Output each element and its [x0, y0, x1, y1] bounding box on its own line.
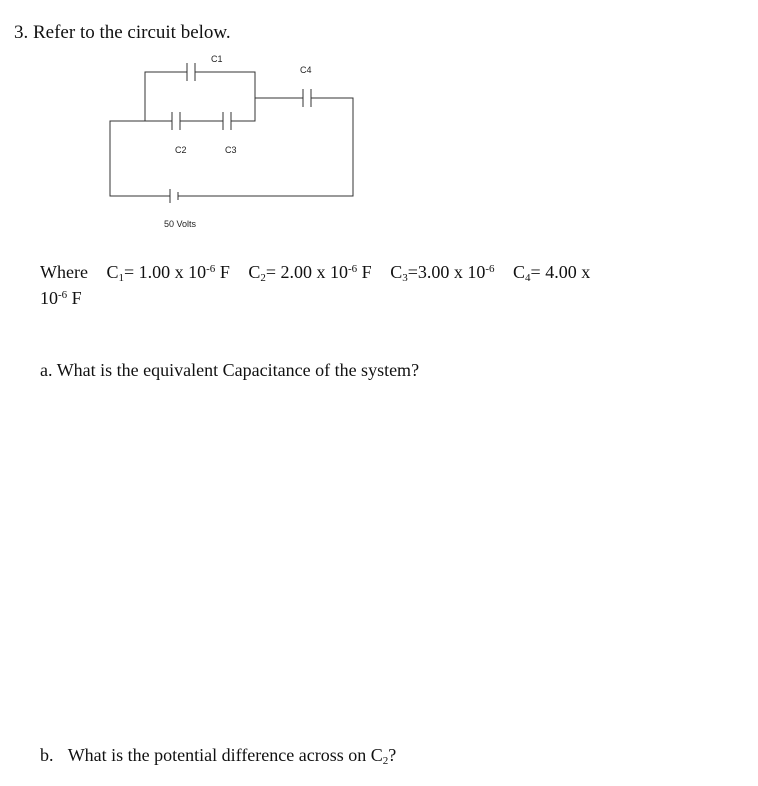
- label-c3: C3: [225, 145, 237, 155]
- part-a-text: What is the equivalent Capacitance of the system?: [56, 360, 420, 380]
- capacitor-c1-symbol: [187, 63, 195, 81]
- c2-value: $C_2= 2.00$ x $10^{-6}$ F: [248, 262, 372, 284]
- capacitor-c2-symbol: [172, 112, 180, 130]
- label-c4: C4: [300, 65, 312, 75]
- label-c2: C2: [175, 145, 187, 155]
- label-c1: C1: [211, 54, 223, 64]
- c4-value: $C_4= 4.00$ x: [513, 262, 591, 284]
- c1-right-wire: [195, 72, 255, 98]
- question-prompt: Refer to the circuit below.: [33, 22, 231, 43]
- given-values-line: [40, 262, 590, 284]
- c3-value: $C_3=3.00$ x $10^{-6}$: [390, 262, 495, 284]
- right-wire: [178, 98, 353, 196]
- junction-left: [145, 72, 187, 121]
- left-wire: [110, 121, 170, 196]
- c2-c3-branch-wire: [145, 98, 303, 121]
- capacitor-c4-symbol: [303, 89, 311, 107]
- c1-value: $C_1= 1.00$ x $10^{-6}$ F: [106, 262, 230, 284]
- part-a-label: a.: [40, 360, 53, 380]
- battery-symbol: [170, 189, 178, 203]
- question-number: 3.: [14, 22, 29, 43]
- where-word: Where: [40, 262, 88, 282]
- label-battery: 50 Volts: [164, 219, 197, 229]
- part-a-question: [40, 360, 419, 381]
- circuit-diagram: [100, 50, 360, 240]
- given-values-continuation: $10^{-6}$ F: [40, 288, 82, 308]
- part-b-text: What is the potential difference across on $C_2$?: [67, 745, 397, 767]
- question-heading: [14, 22, 231, 44]
- part-b-question: [40, 745, 396, 767]
- capacitor-c3-symbol: [223, 112, 231, 130]
- part-b-label: b.: [40, 745, 54, 765]
